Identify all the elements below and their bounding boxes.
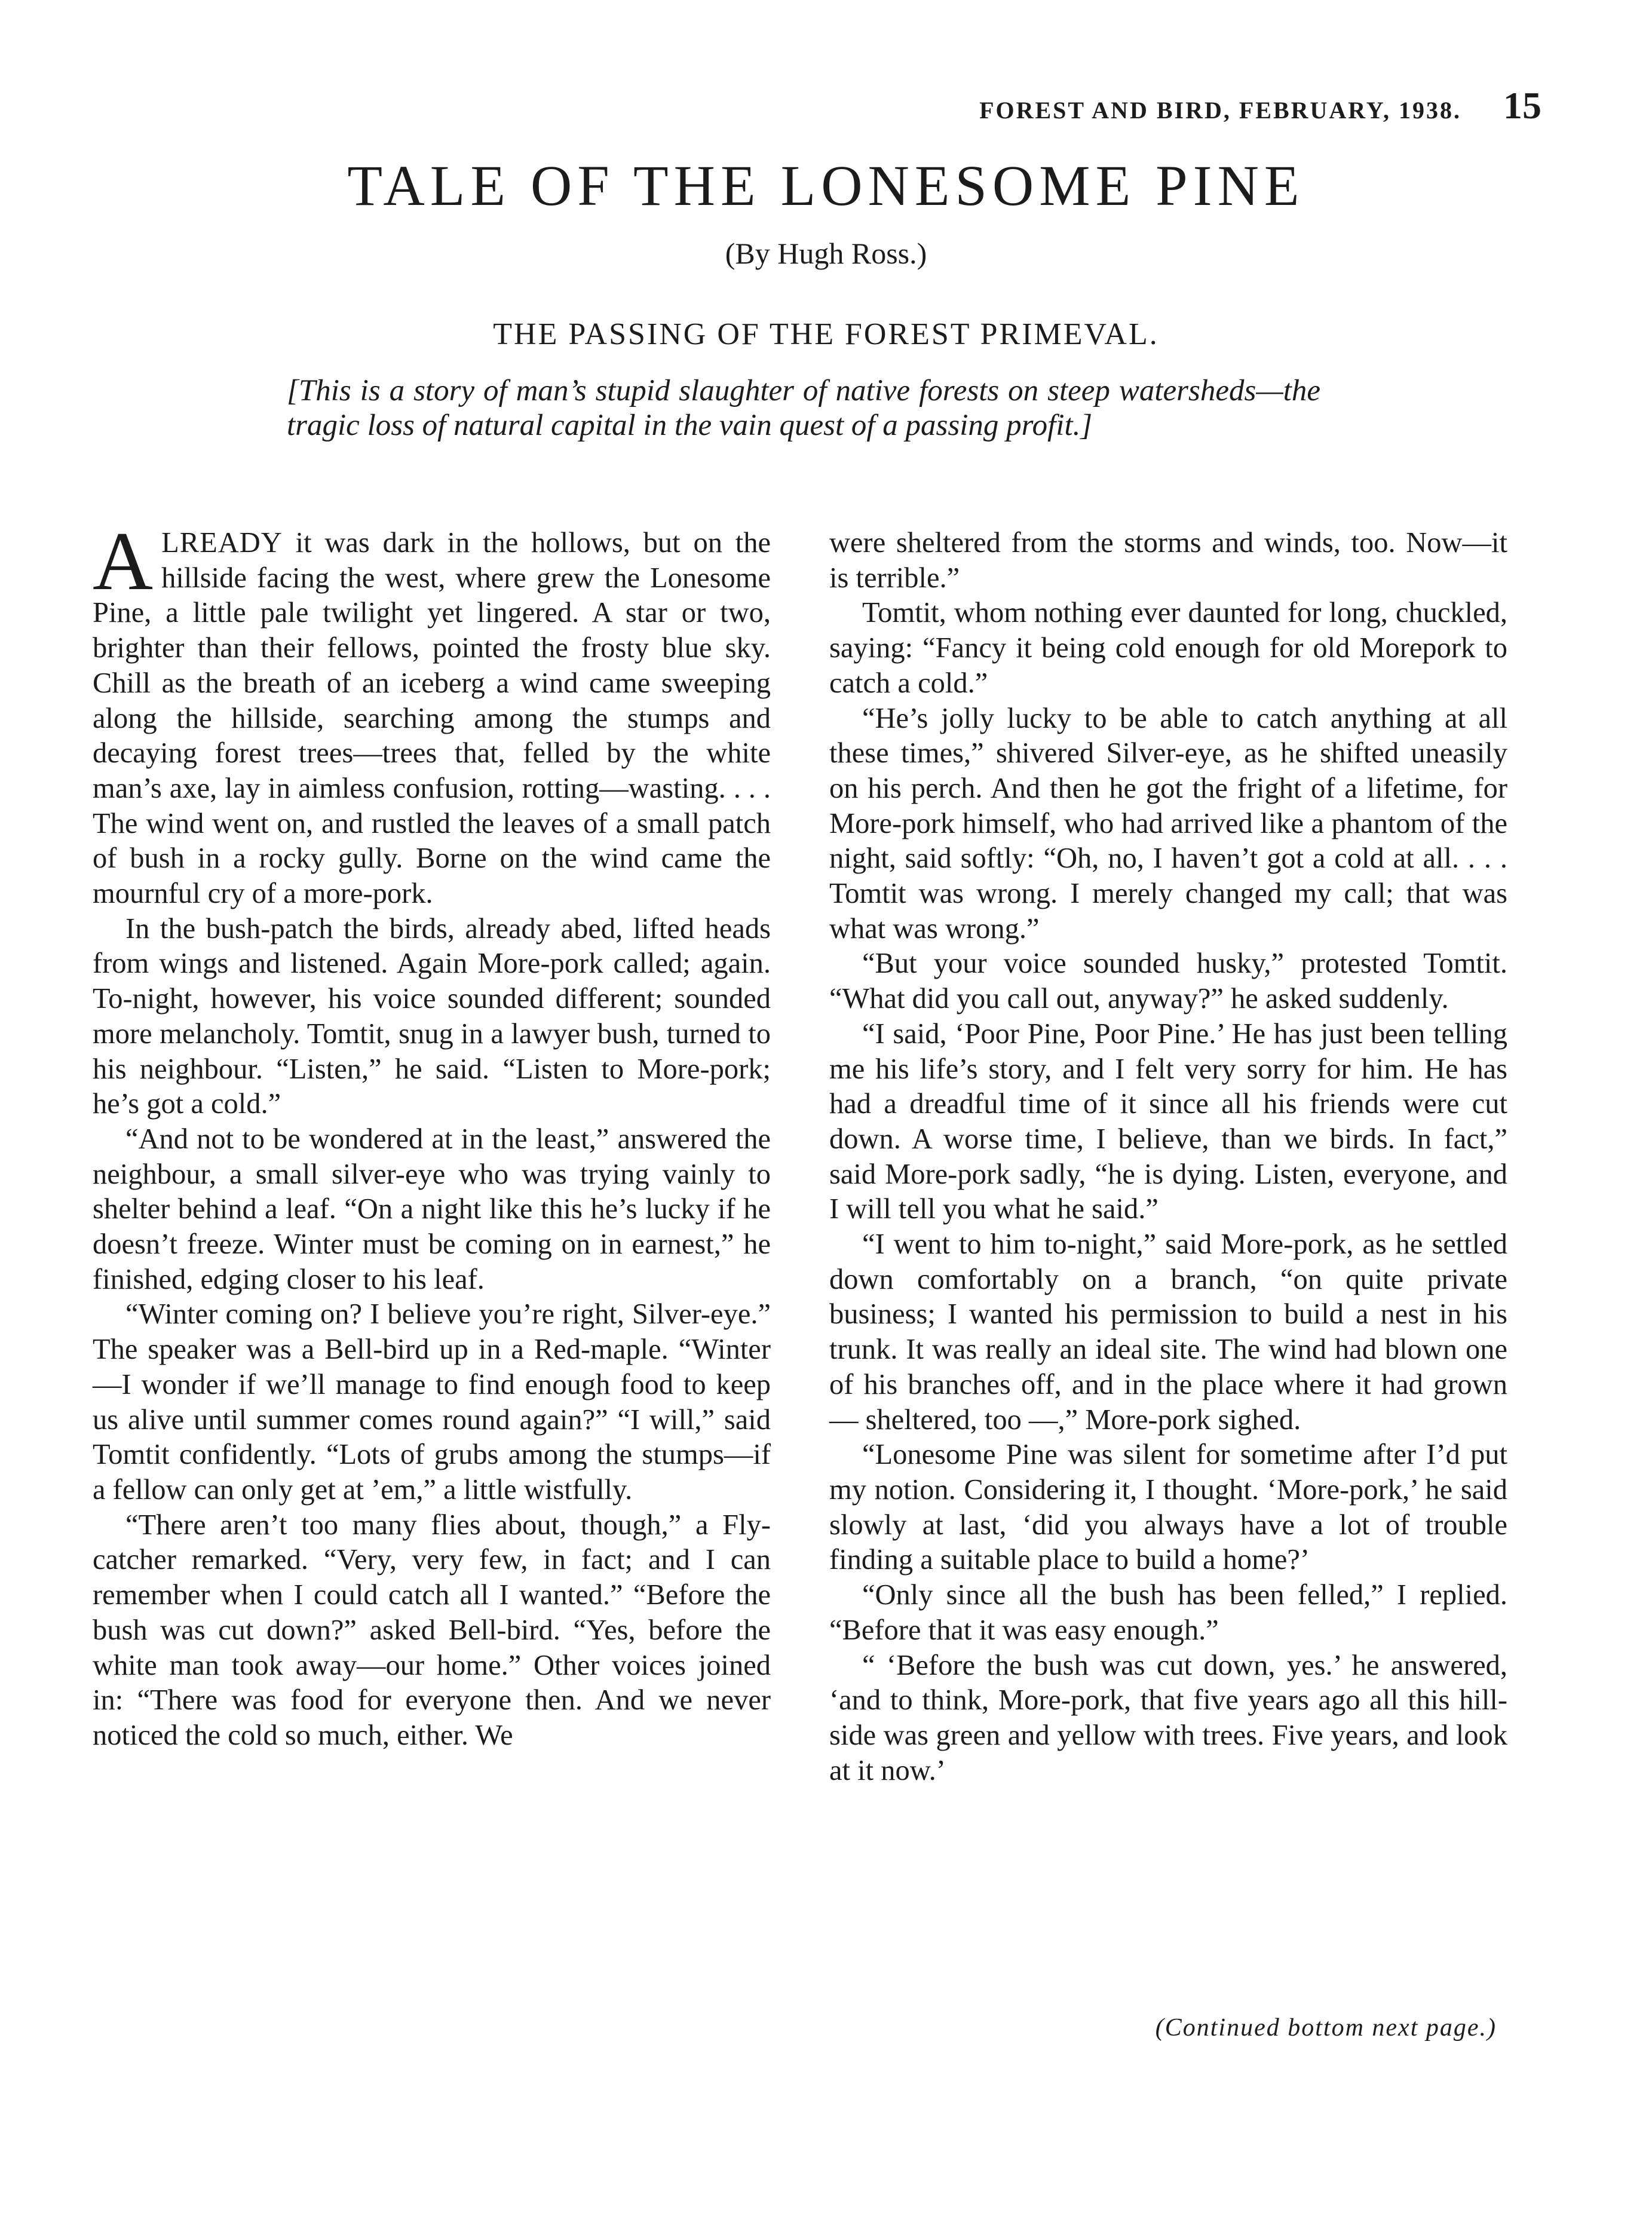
paragraph: were sheltered from the storms and winds, too. Now—it is terrible.” [829, 527, 1507, 594]
running-header [979, 84, 1541, 128]
paragraph: Tomtit, whom nothing ever daunted for long, chuckled, saying: “Fancy it being cold enough for old Morepork to catch a cold.” [829, 597, 1507, 699]
paragraph: “There aren’t too many flies about, though,” a Fly-catcher remarked. “Very, very few, in fact; and I can remember when I could catch all I wanted.” “Before the bush was cut down?” asked Bell-bird. “Yes, before the white man took away—our home.” Other voices joined in: “There was food for everyone then. And we never noticed the cold so much, either. We [93, 1509, 771, 1751]
paragraph: In the bush-patch the birds, already abed, lifted heads from wings and listened. Again More-pork called; again. To-night, however, his voice sounded different; sounded more melancholy. Tomtit, snug in a lawyer bush, turned to his neighbour. “Listen,” he said. “Listen to More-pork; he’s got a cold.” [93, 912, 771, 1120]
paragraph [93, 515, 771, 912]
drop-cap: A [93, 515, 154, 608]
paragraph: “He’s jolly lucky to be able to catch anything at all these times,” shivered Silver-eye, as he shifted uneasily on his perch. And then he got the fright of a lifetime, for More-pork himself, who had arrived like a phantom of the night, said softly: “Oh, no, I haven’t got a cold at all. . . . Tomtit was wrong. I merely changed my call; that was what was wrong.” [829, 702, 1507, 945]
paragraph: “But your voice sounded husky,” protested Tomtit. “What did you call out, anyway?” he asked suddenly. [829, 948, 1507, 1015]
subtitle: THE PASSING OF THE FOREST PRIMEVAL. [493, 317, 1159, 351]
paragraph: “Lonesome Pine was silent for sometime after I’d put my notion. Considering it, I thought. ‘More-pork,’ he said slowly at last, ‘did you always have a lot of trouble finding a suitable place to build a home?’ [829, 1439, 1507, 1576]
paragraph: “And not to be wondered at in the least,” answered the neighbour, a small silver-eye who was trying vainly to shelter behind a leaf. “On a night like this he’s lucky if he doesn’t freeze. Winter must be coming on in earnest,” he finished, edging closer to his leaf. [93, 1123, 771, 1295]
byline: (By Hugh Ross.) [725, 237, 927, 270]
article-title: TALE OF THE LONESOME PINE [347, 154, 1305, 217]
left-column [93, 515, 771, 1754]
page-number: 15 [1503, 84, 1541, 127]
lead-caps: LREADY [161, 527, 283, 559]
running-title: FOREST AND BIRD, FEBRUARY, 1938. [979, 97, 1461, 124]
paragraph: “Winter coming on? I believe you’re right, Silver-eye.” The speaker was a Bell-bird up in a Red-maple. “Winter—I wonder if we’ll manage to find enough food to keep us alive until summer comes round again?” “I will,” said Tomtit confidently. “Lots of grubs among the stumps—if a fellow can only get at ’em,” a little wistfully. [93, 1298, 771, 1506]
preface: [This is a story of man’s stupid slaughter of native forests on steep watersheds—the tragic loss of natural capital in the vain quest of a passing profit.] [287, 374, 1320, 442]
paragraph-text: it was dark in the hollows, but on the hillside facing the west, where grew the Lonesome Pine, a little pale twilight yet lingered. A star or two, brighter than their fellows, pointed the frosty blue sky. Chill as the breath of an iceberg a wind came sweeping along the hillside, searching among the stumps and decaying forest trees—trees that, felled by the white man’s axe, lay in aimless confusion, rotting—wasting. . . . The wind went on, and rustled the leaves of a small patch of bush in a rocky gully. Borne on the wind came the mournful cry of a more-pork. [93, 527, 771, 910]
paragraph: “Only since all the bush has been felled,” I replied. “Before that it was easy enough.” [829, 1579, 1507, 1646]
paragraph: “I went to him to-night,” said More-pork, as he settled down comfortably on a branch, “on quite private business; I wanted his permission to build a nest in his trunk. It was really an ideal site. The wind had blown one of his branches off, and in the place where it had grown — sheltered, too —,” More-pork sighed. [829, 1228, 1507, 1436]
right-column [829, 526, 1507, 1788]
paragraph: “ ‘Before the bush was cut down, yes.’ he answered, ‘and to think, More-pork, that five years ago all this hill-side was green and yellow with trees. Five years, and look at it now.’ [829, 1649, 1507, 1786]
paragraph: “I said, ‘Poor Pine, Poor Pine.’ He has just been telling me his life’s story, and I felt very sorry for him. He has had a dreadful time of it since all his friends were cut down. A worse time, I believe, than we birds. In fact,” said More-pork sadly, “he is dying. Listen, everyone, and I will tell you what he said.” [829, 1017, 1507, 1225]
continued-note: (Continued bottom next page.) [1155, 2014, 1497, 2042]
